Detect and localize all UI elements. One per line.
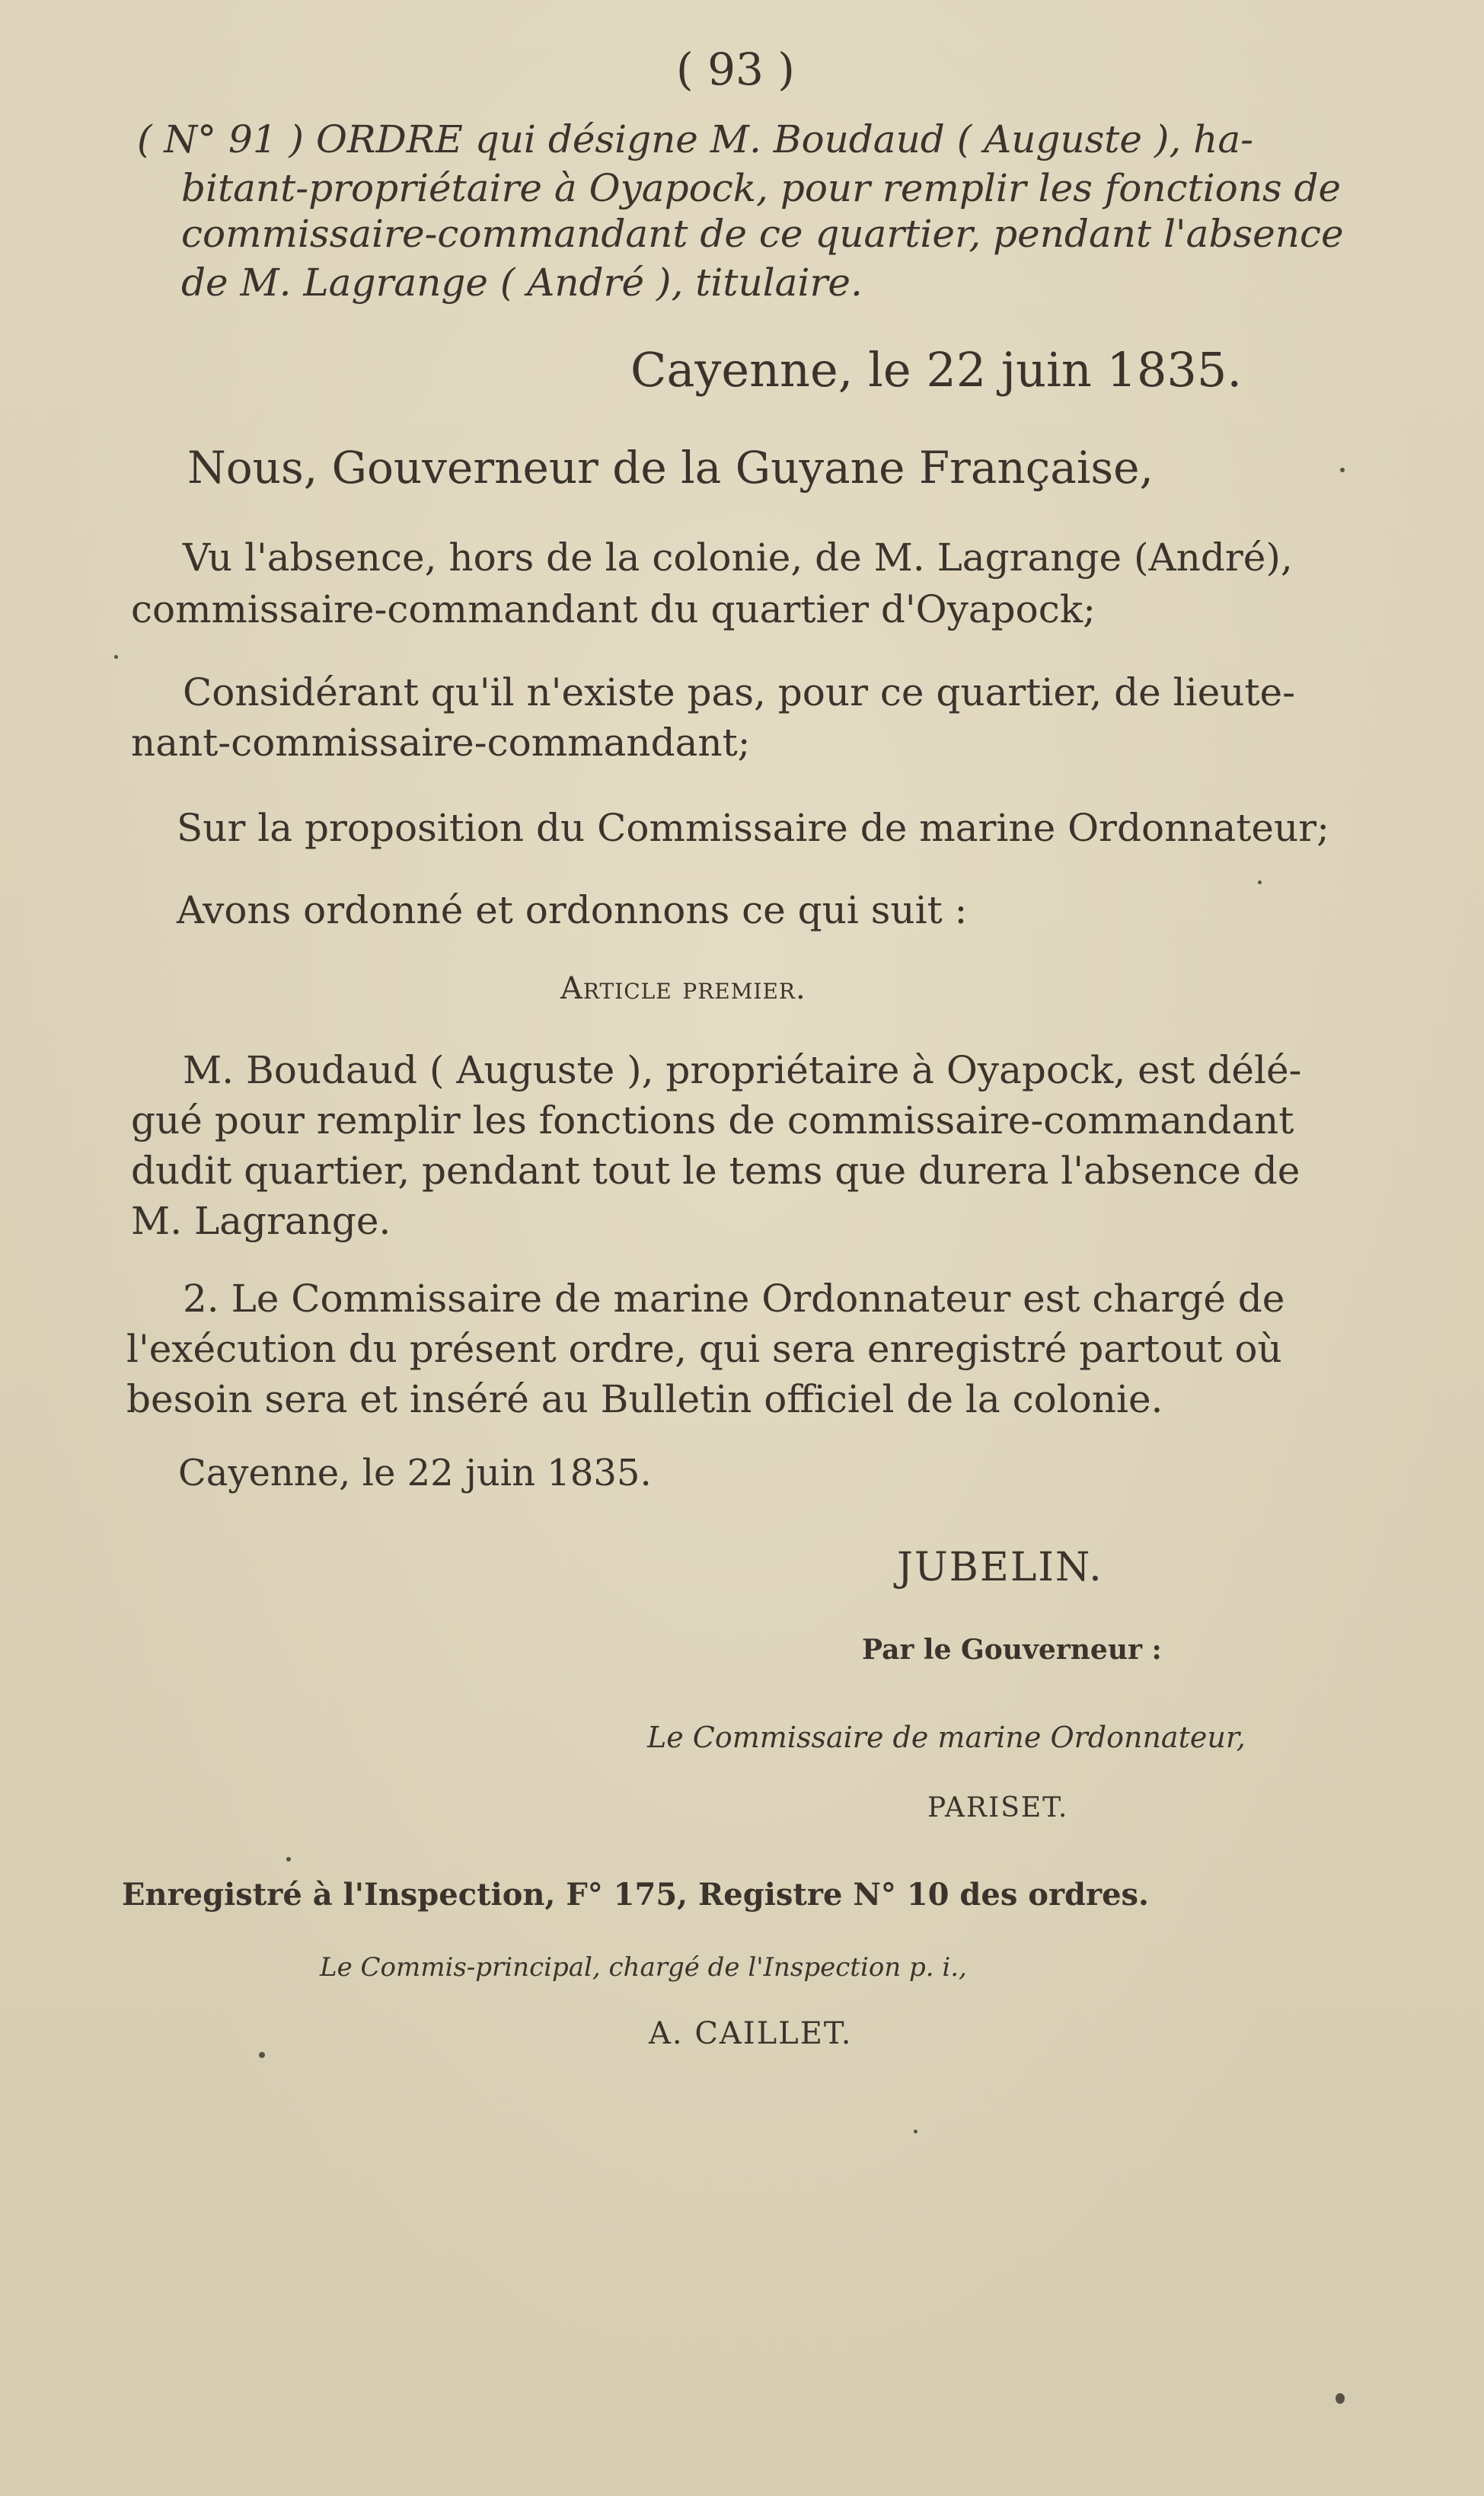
article2-line-3: besoin sera et inséré au Bulletin officiel de la colonie. [126, 1377, 1163, 1421]
article1-line-3: dudit quartier, pendant tout le tems que durera l'absence de [131, 1149, 1300, 1193]
vu-paragraph-line-1: Vu l'absence, hors de la colonie, de M. Lagrange (André), [183, 535, 1293, 580]
considerant-paragraph-line-2: nant-commissaire-commandant; [131, 721, 751, 765]
heading-line-2: bitant-propriétaire à Oyapock, pour remplir les fonctions de [181, 166, 1342, 210]
registration-note: Enregistré à l'Inspection, F° 175, Registre N° 10 des ordres. [122, 1877, 1149, 1913]
article2-line-1: 2. Le Commissaire de marine Ordonnateur est chargé de [183, 1277, 1285, 1321]
paper-fleck [914, 2130, 918, 2133]
heading-line-1: ( N° 91 ) ORDRE qui désigne M. Boudaud ( Auguste ), ha- [137, 117, 1254, 161]
paper-fleck [114, 655, 118, 659]
paper-fleck [1336, 2393, 1345, 2404]
commis-principal-title: Le Commis-principal, chargé de l'Inspection p. i., [320, 1952, 967, 1983]
par-le-gouverneur: Par le Gouverneur : [862, 1634, 1162, 1666]
signature-pariset: PARISET. [927, 1792, 1069, 1823]
paper-fleck [1340, 468, 1345, 472]
article2-line-2: l'exécution du présent ordre, qui sera enregistré partout où [126, 1327, 1282, 1371]
avons-paragraph: Avons ordonné et ordonnons ce qui suit : [177, 888, 968, 932]
considerant-paragraph-line-1: Considérant qu'il n'existe pas, pour ce quartier, de lieute- [183, 670, 1295, 714]
heading-line-3: commissaire-commandant de ce quartier, pendant l'absence [181, 212, 1344, 256]
sur-paragraph: Sur la proposition du Commissaire de marine Ordonnateur; [177, 806, 1329, 850]
heading-line-4: de M. Lagrange ( André ), titulaire. [181, 260, 863, 305]
paper-fleck [259, 2052, 265, 2058]
closing-date: Cayenne, le 22 juin 1835. [178, 1452, 652, 1494]
signature-jubelin: JUBELIN. [897, 1545, 1103, 1590]
article1-line-1: M. Boudaud ( Auguste ), propriétaire à Oyapock, est délé- [183, 1048, 1302, 1092]
paper-fleck [286, 1857, 291, 1862]
article-title: Article premier. [560, 971, 806, 1006]
page-number: ( 93 ) [676, 43, 795, 95]
paper-fleck [1258, 880, 1262, 884]
article1-line-2: gué pour remplir les fonctions de commissaire-commandant [131, 1098, 1294, 1143]
article1-line-4: M. Lagrange. [131, 1199, 391, 1243]
signature-caillet: A. CAILLET. [649, 2016, 853, 2051]
commissaire-title: Le Commissaire de marine Ordonnateur, [647, 1721, 1246, 1754]
governor-intro: Nous, Gouverneur de la Guyane Française, [187, 442, 1154, 494]
vu-paragraph-line-2: commissaire-commandant du quartier d'Oyapock; [131, 587, 1096, 631]
dateline: Cayenne, le 22 juin 1835. [630, 342, 1243, 398]
